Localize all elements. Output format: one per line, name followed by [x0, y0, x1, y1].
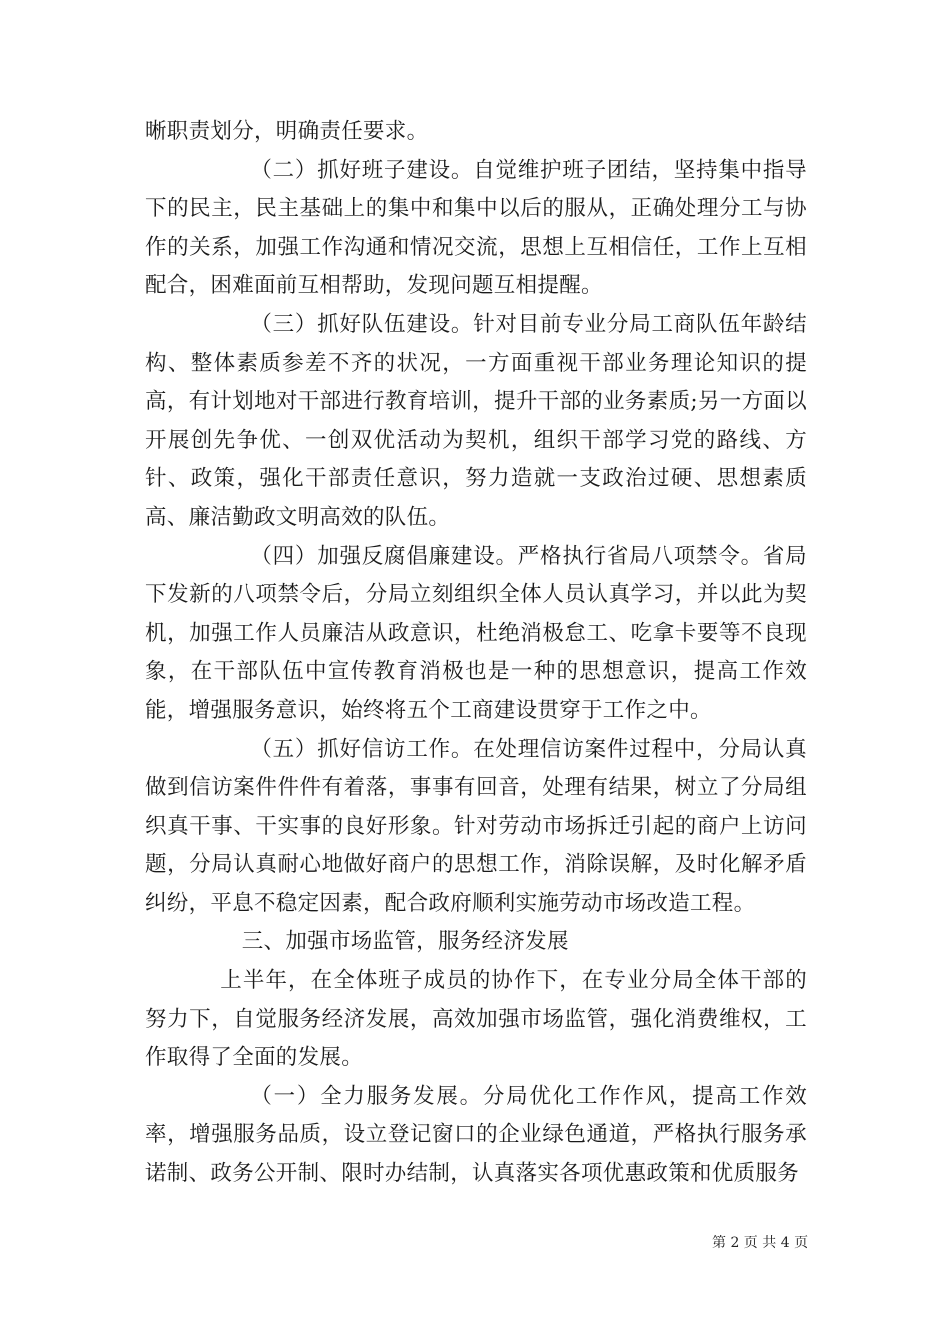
document-body [145, 113, 807, 1194]
paragraph-team-building: （二）抓好班子建设。自觉维护班子团结，坚持集中指导下的民主，民主基础上的集中和集中以后的服从，正确处理分工与协作的关系，加强工作沟通和情况交流，思想上互相信任，工作上互相配合，困难面前互相帮助，发现问题互相提醒。 [145, 157, 807, 299]
paragraph-staff-building: （三）抓好队伍建设。针对目前专业分局工商队伍年龄结构、整体素质参差不齐的状况，一方面重视干部业务理论知识的提高，有计划地对干部进行教育培训，提升干部的业务素质;另一方面以开展创先争优、一创双优活动为契机，组织干部学习党的路线、方针、政策，强化干部责任意识，努力造就一支政治过硬、思想素质高、廉洁勤政文明高效的队伍。 [145, 311, 807, 530]
paragraph-continuation: 晰职责划分，明确责任要求。 [145, 119, 429, 144]
page-number-footer: 第 2 页 共 4 页 [712, 1235, 809, 1251]
paragraph-half-year-summary: 上半年，在全体班子成员的协作下，在专业分局全体干部的努力下，自觉服务经济发展，高效加强市场监管，强化消费维权，工作取得了全面的发展。 [145, 968, 807, 1071]
section-heading-market-supervision: 三、加强市场监管，服务经济发展 [241, 929, 569, 955]
paragraph-petition-work: （五）抓好信访工作。在处理信访案件过程中，分局认真做到信访案件件件有着落，事事有回音，处理有结果，树立了分局组织真干事、干实事的良好形象。针对劳动市场拆迁引起的商户上访问题，分局认真耐心地做好商户的思想工作，消除误解，及时化解矛盾纠纷，平息不稳定因素，配合政府顺利实施劳动市场改造工程。 [145, 736, 807, 916]
paragraph-anti-corruption: （四）加强反腐倡廉建设。严格执行省局八项禁令。省局下发新的八项禁令后，分局立刻组织全体人员认真学习，并以此为契机，加强工作人员廉洁从政意识，杜绝消极怠工、吃拿卡要等不良现象，在干部队伍中宣传教育消极也是一种的思想意识，提高工作效能，增强服务意识，始终将五个工商建设贯穿于工作之中。 [145, 543, 807, 723]
paragraph-service-development: （一）全力服务发展。分局优化工作作风，提高工作效率，增强服务品质，设立登记窗口的企业绿色通道，严格执行服务承诺制、政务公开制、限时办结制，认真落实各项优惠政策和优质服务 [145, 1083, 807, 1187]
